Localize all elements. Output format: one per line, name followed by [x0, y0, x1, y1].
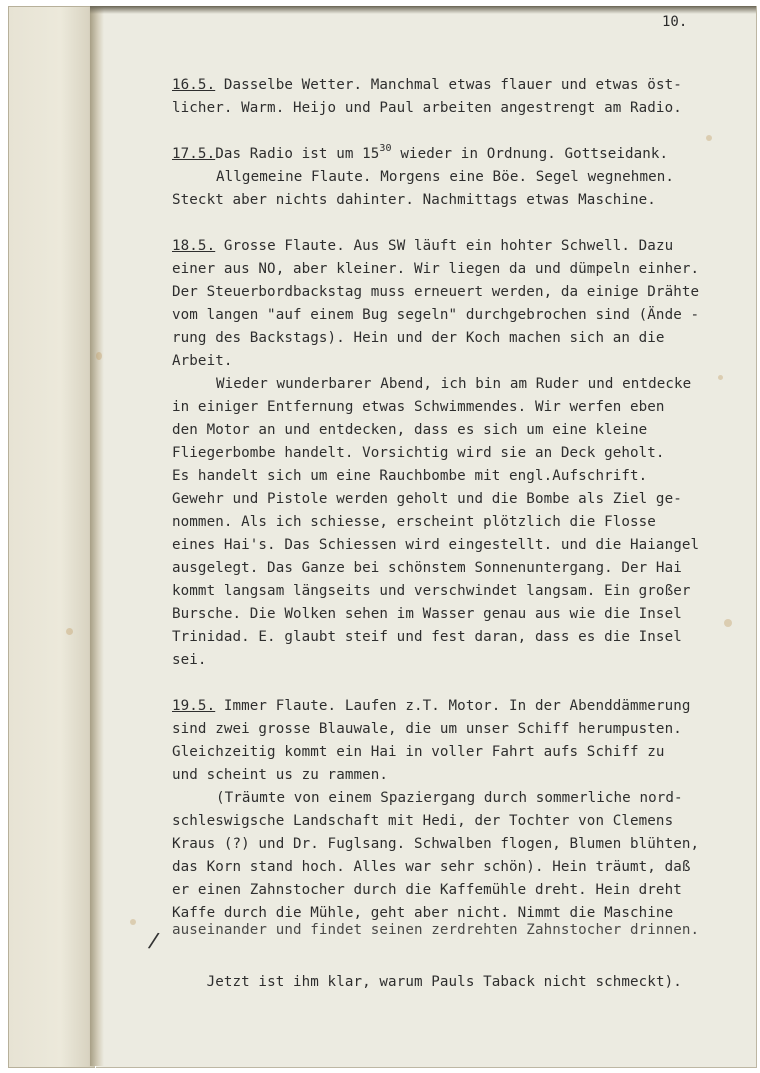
entry-17-5-line-2: Allgemeine Flaute. Morgens eine Böe. Segel wegnehmen. — [216, 169, 675, 185]
entry-18-5-line-14: eines Hai's. Das Schiessen wird eingestellt. und die Haiangel — [172, 537, 700, 553]
entry-19-5-line-10: Kaffe durch die Mühle, geht aber nicht. Nimmt die Maschine — [172, 905, 674, 921]
entry-17-5-line-3: Steckt aber nichts dahinter. Nachmittags etwas Maschine. — [172, 192, 656, 208]
entry-18-5-line-12: Gewehr und Pistole werden geholt und die Bombe als Ziel ge- — [172, 491, 682, 507]
entry-18-5-line-11: Es handelt sich um eine Rauchbombe mit engl.Aufschrift. — [172, 468, 648, 484]
entry-19-5-overtyped-lines — [172, 922, 752, 990]
entry-text: Das Radio ist um 15 — [215, 146, 380, 162]
entry-date: 19.5. — [172, 698, 216, 714]
paper-stain — [130, 919, 136, 925]
entry-18-5-line-3: Der Steuerbordbackstag muss erneuert werden, da einige Drähte — [172, 284, 700, 300]
entry-date: 18.5. — [172, 238, 216, 254]
entry-18-5-line-8: in einiger Entfernung etwas Schwimmendes. Wir werfen eben — [172, 399, 665, 415]
book-spine — [90, 6, 104, 1066]
entry-18-5-line-13: nommen. Als ich schiesse, erscheint plötzlich die Flosse — [172, 514, 656, 530]
entry-18-5-line-4: vom langen "auf einem Bug segeln" durchgebrochen sind (Ände - — [172, 307, 700, 323]
diary-text — [172, 74, 752, 990]
entry-19-5-line-8: das Korn stand hoch. Alles war sehr schön). Hein träumt, daß — [172, 859, 691, 875]
paper-stain — [66, 628, 73, 635]
entry-19-5-line-5: (Träumte von einem Spaziergang durch sommerliche nord- — [216, 790, 683, 806]
entry-19-5-line-2: sind zwei grosse Blauwale, die um unser Schiff herumpusten. — [172, 721, 682, 737]
entry-16-5-line-2: licher. Warm. Heijo und Paul arbeiten angestrengt am Radio. — [172, 100, 682, 116]
entry-18-5-line-19: sei. — [172, 652, 207, 668]
paper-stain — [96, 352, 102, 360]
left-page-leaf — [8, 6, 95, 1068]
entry-18-5-line-15: ausgelegt. Das Ganze bei schönstem Sonnenuntergang. Der Hai — [172, 560, 682, 576]
margin-pen-mark: / — [146, 927, 162, 953]
entry-text: wieder in Ordnung. Gottseidank. — [391, 146, 669, 162]
top-edge-shadow — [90, 6, 756, 14]
entry-18-5-line-5: rung des Backstags). Hein und der Koch machen sich an die — [172, 330, 665, 346]
entry-18-5-line-7: Wieder wunderbarer Abend, ich bin am Ruder und entdecke — [216, 376, 692, 392]
page-number: 10. — [662, 14, 688, 30]
entry-text: Grosse Flaute. Aus SW läuft ein hohter Schwell. Dazu — [215, 238, 674, 254]
entry-18-5-line-1 — [172, 235, 752, 258]
entry-19-5-line-9: er einen Zahnstocher durch die Kaffemühle dreht. Hein dreht — [172, 882, 682, 898]
entry-16-5-line-1 — [172, 74, 752, 97]
entry-19-5-line-1 — [172, 695, 752, 718]
entry-19-5-line-3: Gleichzeitig kommt ein Hai in voller Fahrt aufs Schiff zu — [172, 744, 665, 760]
entry-text: Dasselbe Wetter. Manchmal etwas flauer und etwas öst- — [215, 77, 682, 93]
entry-19-5-line-6: schleswigsche Landschaft mit Hedi, der Tochter von Clemens — [172, 813, 674, 829]
entry-18-5-line-2: einer aus NO, aber kleiner. Wir liegen da und dümpeln einher. — [172, 261, 700, 277]
entry-19-5-line-12: Jetzt ist ihm klar, warum Pauls Taback nicht schmeckt). — [206, 974, 682, 990]
entry-18-5-line-18: Trinidad. E. glaubt steif und fest daran, dass es die Insel — [172, 629, 682, 645]
time-superscript: 30 — [379, 143, 392, 154]
entry-18-5-line-10: Fliegerbombe handelt. Vorsichtig wird sie an Deck geholt. — [172, 445, 665, 461]
entry-text: Immer Flaute. Laufen z.T. Motor. In der Abenddämmerung — [215, 698, 691, 714]
entry-19-5-line-11: auseinander und findet seinen zerdrehten Zahnstocher drinnen. — [172, 922, 700, 938]
entry-17-5-line-1 — [172, 143, 752, 166]
entry-18-5-line-9: den Motor an und entdecken, dass es sich um eine kleine — [172, 422, 648, 438]
entry-18-5-line-16: kommt langsam längseits und verschwindet langsam. Ein großer — [172, 583, 691, 599]
entry-date: 17.5. — [172, 146, 216, 162]
entry-19-5-line-4: und scheint us zu rammen. — [172, 767, 389, 783]
entry-18-5-line-17: Bursche. Die Wolken sehen im Wasser genau aus wie die Insel — [172, 606, 682, 622]
entry-18-5-line-6: Arbeit. — [172, 353, 233, 369]
entry-date: 16.5. — [172, 77, 216, 93]
entry-19-5-line-7: Kraus (?) und Dr. Fuglsang. Schwalben flogen, Blumen blühten, — [172, 836, 700, 852]
